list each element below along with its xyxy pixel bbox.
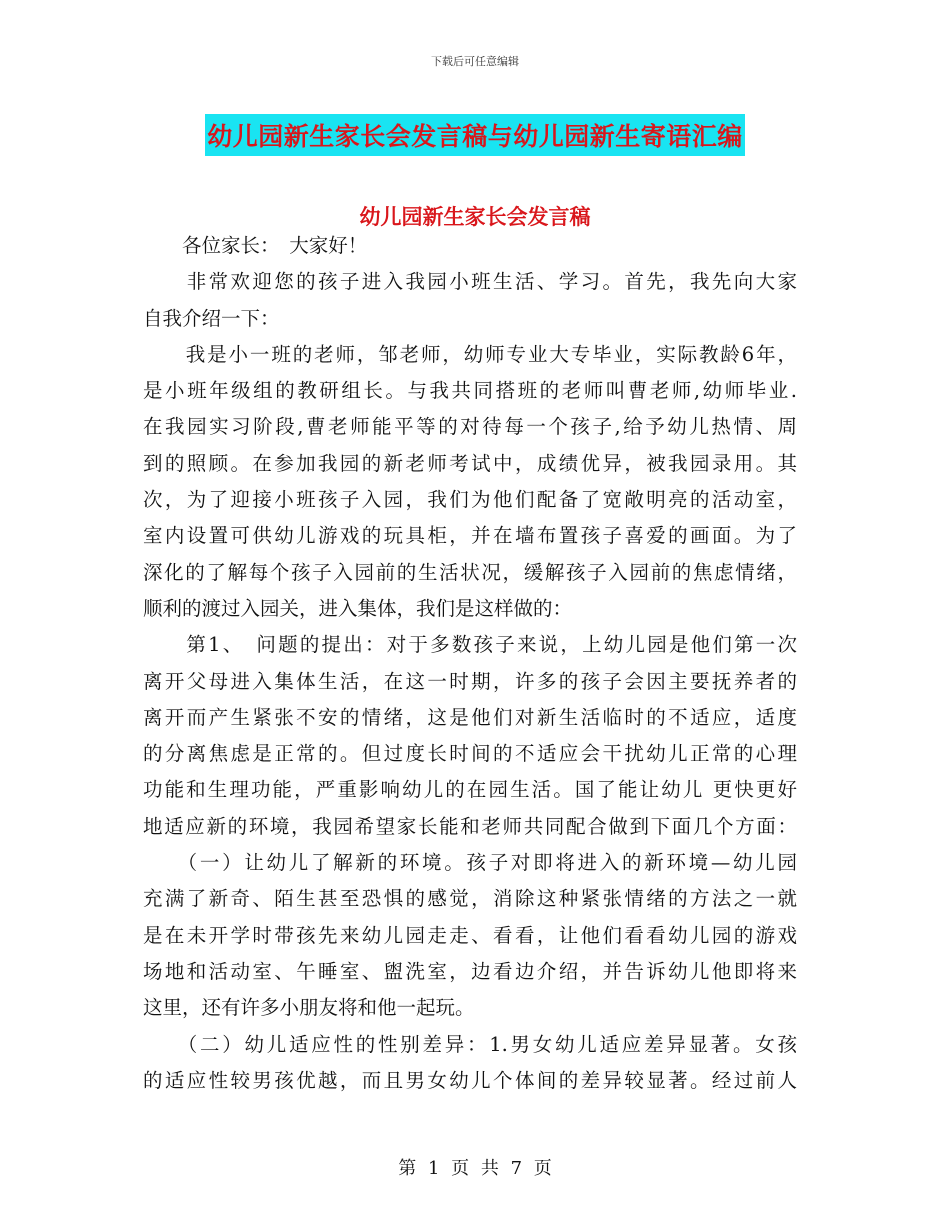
text-line: 的分离焦虑是正常的。但过度长时间的不适应会干扰幼儿正常的心理: [143, 742, 797, 766]
text-line: 场地和活动室、午睡室、盥洗室，边看边介绍，并告诉幼儿他即将来: [143, 959, 797, 983]
text-line: 第1、 问题的提出：对于多数孩子来说，上幼儿园是他们第一次: [143, 633, 797, 657]
section-title: 幼儿园新生家长会发言稿: [359, 205, 591, 229]
main-title-highlight: 幼儿园新生家长会发言稿与幼儿园新生寄语汇编: [205, 114, 745, 156]
text-line: 到的照顾。在参加我园的新老师考试中，成绩优异，被我园录用。其: [143, 451, 797, 475]
text-line: 这里，还有许多小朋友将和他一起玩。: [143, 996, 475, 1020]
header-note: 下载后可任意编辑: [431, 55, 519, 68]
text-line: 各位家长： 大家好！: [143, 234, 368, 257]
text-line: 深化的了解每个孩子入园前的生活状况，缓解孩子入园前的焦虑情绪，: [143, 560, 797, 584]
text-line: 我是小一班的老师，邹老师，幼师专业大专毕业，实际教龄6年，: [143, 342, 797, 366]
text-line: 在我园实习阶段,曹老师能平等的对待每一个孩子,给予幼儿热情、周: [143, 415, 797, 439]
text-line: 地适应新的环境，我园希望家长能和老师共同配合做到下面几个方面：: [143, 814, 797, 838]
text-line: 充满了新奇、陌生甚至恐惧的感觉，消除这种紧张情绪的方法之一就: [143, 887, 797, 911]
text-line: 非常欢迎您的孩子进入我园小班生活、学习。首先，我先向大家: [143, 270, 797, 294]
main-title: [0, 114, 950, 156]
body-text: [143, 228, 797, 1099]
page-footer: 第 1 页 共 7 页: [398, 1158, 552, 1179]
text-line: 离开而产生紧张不安的情绪，这是他们对新生活临时的不适应，适度: [143, 705, 797, 729]
text-line: 自我介绍一下：: [143, 306, 280, 330]
text-line: 顺利的渡过入园关，进入集体，我们是这样做的：: [143, 596, 573, 620]
text-line: 离开父母进入集体生活，在这一时期，许多的孩子会因主要抚养者的: [143, 669, 797, 693]
text-line: 功能和生理功能，严重影响幼儿的在园生活。国了能让幼儿 更快更好: [143, 778, 797, 802]
text-line: 次，为了迎接小班孩子入园，我们为他们配备了宽敞明亮的活动室，: [143, 488, 797, 512]
text-line: 是在未开学时带孩先来幼儿园走走、看看，让他们看看幼儿园的游戏: [143, 923, 797, 947]
text-line: 是小班年级组的教研组长。与我共同搭班的老师叫曹老师,幼师毕业.: [143, 379, 797, 403]
text-line: （一）让幼儿了解新的环境。孩子对即将进入的新环境—幼儿园: [143, 851, 797, 875]
text-line: 室内设置可供幼儿游戏的玩具柜，并在墙布置孩子喜爱的画面。为了: [143, 524, 797, 548]
text-line: 的适应性较男孩优越，而且男女幼儿个体间的差异较显著。经过前人: [143, 1068, 797, 1092]
text-line: （二）幼儿适应性的性别差异：1.男女幼儿适应差异显著。女孩: [143, 1032, 797, 1056]
